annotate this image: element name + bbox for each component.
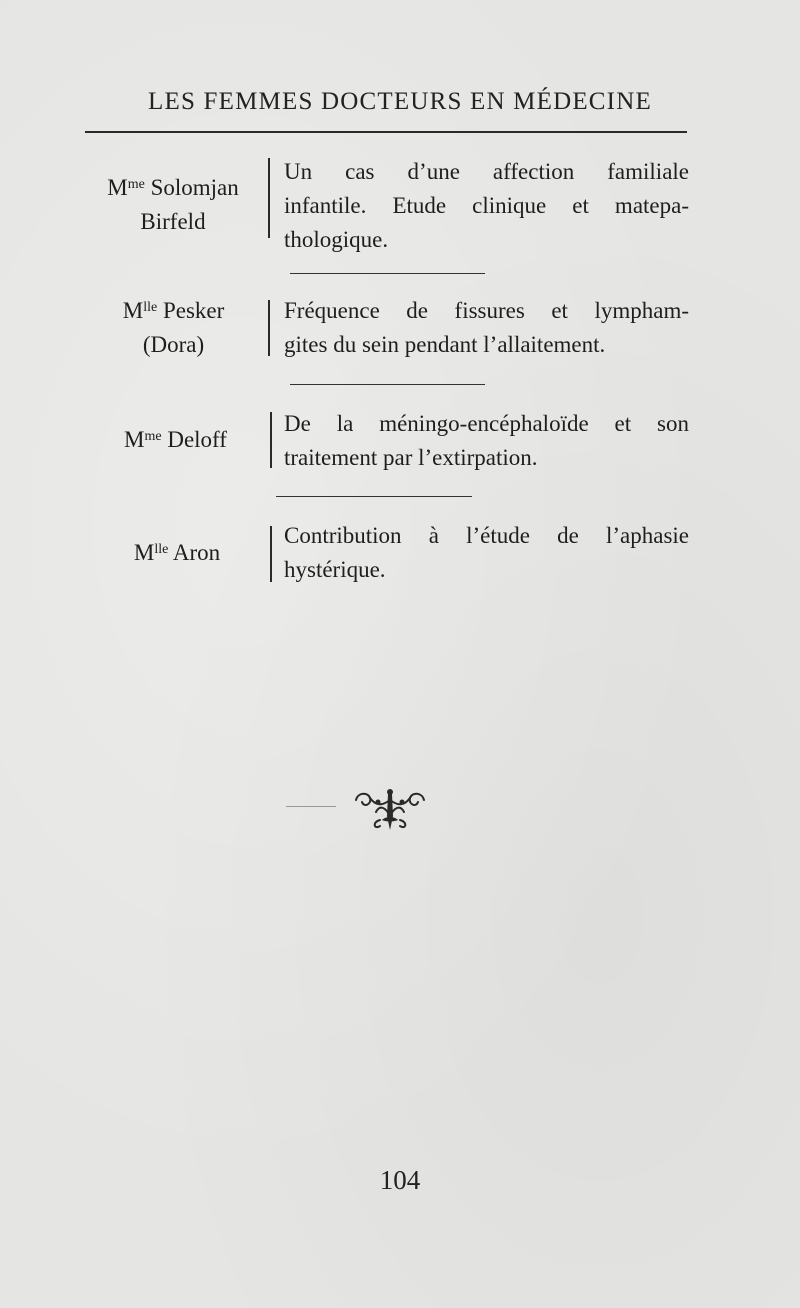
entry-title-3 xyxy=(284,407,689,475)
ornament-dash xyxy=(286,806,336,807)
author-firstname: (Dora) xyxy=(142,332,205,357)
fleuron-ornament-icon xyxy=(350,786,430,834)
entry-separator-3 xyxy=(276,496,472,497)
author-surname: Solomjan xyxy=(150,175,239,200)
author-honorific-sup: lle xyxy=(143,300,158,315)
column-bar-3 xyxy=(270,412,272,468)
entry-separator-2 xyxy=(290,384,485,385)
entry-author-4 xyxy=(112,536,242,570)
author-surname: Pesker xyxy=(162,298,225,323)
title-line: De la méningo-encéphaloïde et son xyxy=(284,411,689,436)
entry-separator-1 xyxy=(290,273,485,274)
title-line: gites du sein pendant l’allaitement. xyxy=(284,332,606,357)
author-honorific-sup: me xyxy=(144,429,162,444)
column-bar-2 xyxy=(268,300,270,356)
title-line: Contribution à l’étude de l’aphasie xyxy=(284,523,689,548)
title-line: Fréquence de fissures et lympham- xyxy=(284,298,689,323)
header-rule xyxy=(85,131,687,133)
entry-author-2 xyxy=(86,294,261,362)
title-line: infantile. Etude clinique et matepa- xyxy=(284,193,689,218)
entry-author-3 xyxy=(108,423,243,457)
author-honorific: M xyxy=(107,175,128,200)
page-number: 104 xyxy=(379,1165,421,1195)
title-line: Un cas d’une affection familiale xyxy=(284,159,689,184)
entry-title-2 xyxy=(284,294,689,362)
column-bar-4 xyxy=(270,526,272,582)
title-line: traitement par l’extirpation. xyxy=(284,445,538,470)
author-honorific: M xyxy=(124,427,145,452)
entry-title-4 xyxy=(284,519,689,587)
title-line: hystérique. xyxy=(284,557,386,582)
title-line: thologique. xyxy=(284,227,389,252)
author-honorific: M xyxy=(122,298,144,323)
running-head: LES FEMMES DOCTEURS EN MÉDECINE xyxy=(148,88,652,115)
author-honorific-sup: me xyxy=(127,177,145,192)
column-bar-1 xyxy=(268,158,270,238)
author-birthname: Birfeld xyxy=(140,209,206,234)
author-surname: Deloff xyxy=(167,427,227,452)
author-surname: Aron xyxy=(172,540,221,565)
entry-title-1 xyxy=(284,155,689,257)
author-honorific: M xyxy=(133,540,155,565)
entry-author-1 xyxy=(88,171,258,239)
author-honorific-sup: lle xyxy=(154,542,169,557)
